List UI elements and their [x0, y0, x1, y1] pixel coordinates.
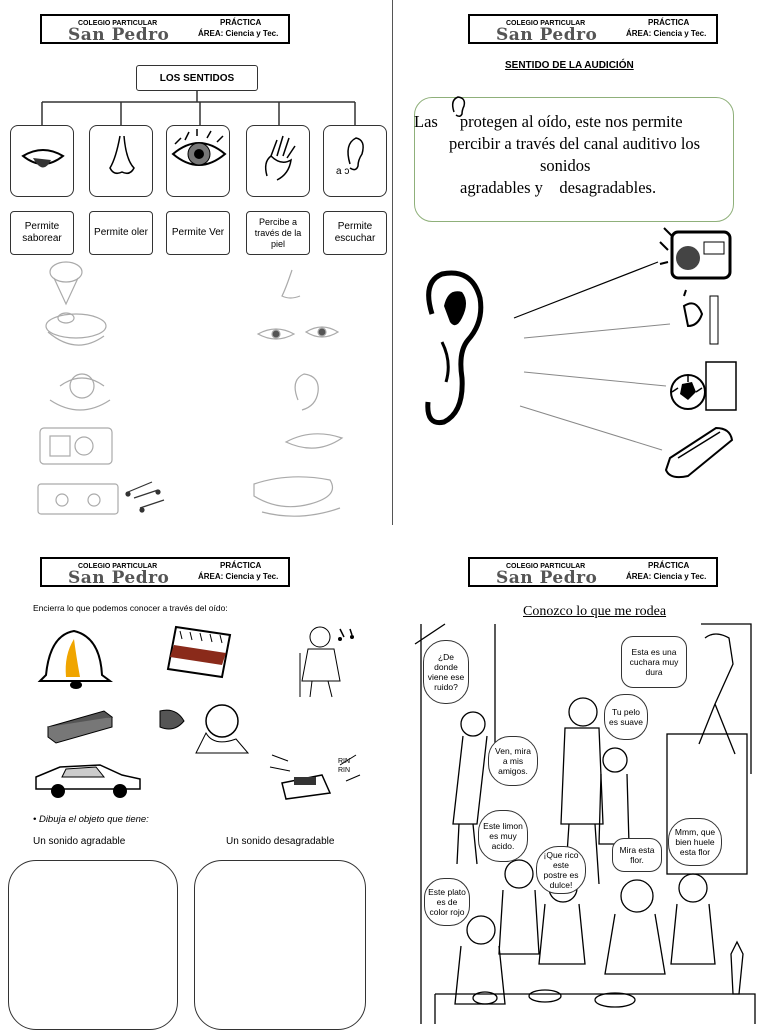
hearing-line2: percibir a través del canal auditivo los [449, 134, 701, 153]
hearing-line1-a: Las [414, 112, 438, 131]
sense-box-sight [166, 125, 230, 197]
school-small: COLEGIO PARTICULAR [506, 20, 586, 27]
nose-icon [90, 126, 154, 198]
cassette-icon [38, 484, 118, 514]
hearing-line4: agradables y desagradables. [460, 178, 657, 197]
area-label: ÁREA: Ciencia y Tec. [626, 29, 707, 38]
header-panel4 [468, 557, 718, 587]
panel4-title: Conozco lo que me rodea [523, 604, 667, 619]
bell-icon [40, 631, 110, 689]
vertical-divider [392, 0, 393, 525]
sense-box-smell [89, 125, 153, 197]
area-label: ÁREA: Ciencia y Tec. [198, 572, 279, 581]
bubble-8: ¡Que rico este postre es dulce! [536, 846, 586, 894]
draw-box-pleasant[interactable] [8, 860, 178, 1030]
soccer-ball-icon [671, 362, 736, 410]
book-icon [48, 711, 112, 743]
flower-icon [50, 374, 110, 410]
practice-label: PRÁCTICA [220, 18, 262, 27]
nose-sketch-icon [282, 270, 300, 298]
radio-icon [40, 428, 112, 464]
draw-instruction: • Dibuja el objeto que tiene: [33, 814, 149, 825]
label-taste: Permite saborear [10, 211, 74, 255]
school-small: COLEGIO PARTICULAR [78, 563, 158, 570]
school-small: COLEGIO PARTICULAR [78, 20, 158, 27]
hearing-line1 [414, 112, 683, 132]
label-hearing: Permite escuchar [323, 211, 387, 255]
header-panel3 [40, 557, 290, 587]
radio-icon [660, 228, 730, 278]
hearing-title: SENTIDO DE LA AUDICIÓN [505, 60, 634, 71]
header-panel2 [468, 14, 718, 44]
bubble-3: Tu pelo es suave [604, 694, 648, 740]
school-small: COLEGIO PARTICULAR [506, 563, 586, 570]
practice-label: PRÁCTICA [220, 561, 262, 570]
sound-objects [0, 615, 392, 805]
harmonica-icon [168, 627, 230, 677]
ear-icon [324, 126, 388, 198]
mouth-icon [11, 126, 75, 198]
bubble-9: Este plato es de color rojo [424, 878, 470, 926]
school-name: San Pedro [68, 568, 170, 588]
big-ear-icon [428, 273, 481, 423]
school-name: San Pedro [68, 25, 170, 45]
draw-box-unpleasant[interactable] [194, 860, 366, 1030]
hand-icon [247, 126, 311, 198]
sense-box-touch [246, 125, 310, 197]
ear-box-letters: a ɔ [336, 166, 350, 177]
eyes-sketch-icon [258, 327, 338, 339]
cake-icon [46, 313, 106, 345]
matching-illustrations [0, 260, 392, 520]
label-smell: Permite oler [89, 211, 153, 255]
label-sight: Permite Ver [166, 211, 230, 255]
bubble-2: Esta es una cuchara muy dura [621, 636, 687, 688]
bubble-4: Ven, mira a mis amigos. [488, 736, 538, 786]
car-icon [36, 765, 140, 798]
lips-sketch-icon [286, 434, 342, 448]
senses-title: LOS SENTIDOS [136, 65, 258, 91]
tree-connectors [0, 0, 392, 130]
ear-matching-diagram [398, 222, 768, 512]
eye-icon [167, 126, 231, 198]
bubble-6: Mira esta flor. [612, 838, 662, 872]
practice-label: PRÁCTICA [648, 561, 690, 570]
clapping-icon [684, 290, 718, 344]
hearing-line3: sonidos [540, 156, 591, 175]
sense-box-taste [10, 125, 74, 197]
label-unpleasant: Un sonido desagradable [226, 836, 335, 847]
school-name: San Pedro [496, 568, 598, 588]
bubble-1: ¿De donde viene ese ruido? [423, 640, 469, 704]
bubble-7: Mmm, que bien huele esta flor [668, 818, 722, 866]
area-label: ÁREA: Ciencia y Tec. [626, 572, 707, 581]
bubble-5: Este limon es muy acido. [478, 810, 528, 862]
singing-girl-icon [300, 627, 354, 697]
sense-box-hearing [323, 125, 387, 197]
hearing-line1-b: protegen al oído, este nos permite [459, 112, 683, 131]
school-name: San Pedro [496, 25, 598, 45]
label-touch: Percibe a través de la piel [246, 211, 310, 255]
phone-ring-text: RIN RIN [338, 758, 351, 774]
hands-sketch-icon [254, 477, 340, 516]
practice-label: PRÁCTICA [648, 18, 690, 27]
ice-cream-icon [50, 262, 82, 304]
label-pleasant: Un sonido agradable [33, 836, 126, 847]
telephone-icon [666, 428, 732, 477]
ear-sketch-icon [295, 374, 318, 410]
music-notes-icon [126, 482, 164, 512]
panel3-instruction: Encierra lo que podemos conocer a través del oído: [33, 603, 228, 613]
crying-child-icon [160, 705, 248, 753]
area-label: ÁREA: Ciencia y Tec. [198, 29, 279, 38]
